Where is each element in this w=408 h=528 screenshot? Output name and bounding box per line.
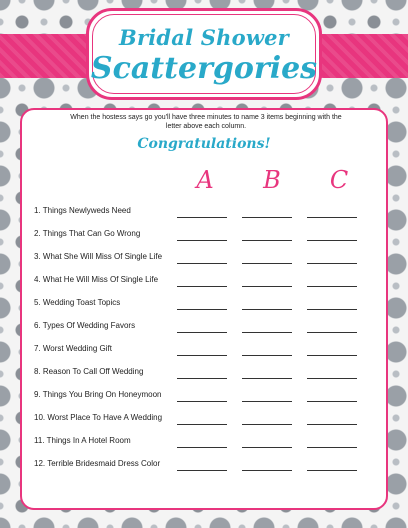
category-label: 11. Things In A Hotel Room: [34, 436, 131, 445]
category-label: 9. Things You Bring On Honeymoon: [34, 390, 162, 399]
category-row: [34, 457, 374, 473]
answer-blank-c[interactable]: [307, 447, 357, 448]
answer-blank-c[interactable]: [307, 378, 357, 379]
category-row: [34, 273, 374, 289]
category-label: 10. Worst Place To Have A Wedding: [34, 413, 163, 422]
column-letter-b: B: [263, 166, 281, 194]
answer-blank-a[interactable]: [177, 240, 227, 241]
title-line-1: Bridal Shower: [119, 25, 289, 50]
category-row: [34, 365, 374, 381]
category-row: [34, 296, 374, 312]
answer-blank-a[interactable]: [177, 286, 227, 287]
category-row: [34, 434, 374, 450]
category-label: 5. Wedding Toast Topics: [34, 298, 121, 307]
answer-blank-c[interactable]: [307, 332, 357, 333]
answer-blank-c[interactable]: [307, 470, 357, 471]
answer-blank-b[interactable]: [242, 401, 292, 402]
answer-blank-b[interactable]: [242, 240, 292, 241]
answer-blank-b[interactable]: [242, 309, 292, 310]
category-label: 4. What He Will Miss Of Single Life: [34, 275, 159, 284]
answer-blank-b[interactable]: [242, 355, 292, 356]
answer-blank-c[interactable]: [307, 401, 357, 402]
answer-blank-a[interactable]: [177, 263, 227, 264]
answer-blank-c[interactable]: [307, 217, 357, 218]
category-row: [34, 250, 374, 266]
answer-blank-c[interactable]: [307, 424, 357, 425]
answer-blank-b[interactable]: [242, 263, 292, 264]
answer-blank-c[interactable]: [307, 263, 357, 264]
category-label: 6. Types Of Wedding Favors: [34, 321, 136, 330]
answer-blank-a[interactable]: [177, 378, 227, 379]
category-label: 8. Reason To Call Off Wedding: [34, 367, 144, 376]
category-row: [34, 319, 374, 335]
column-letter-a: A: [196, 166, 214, 194]
answer-blank-b[interactable]: [242, 470, 292, 471]
answer-blank-c[interactable]: [307, 240, 357, 241]
answer-blank-a[interactable]: [177, 447, 227, 448]
answer-blank-b[interactable]: [242, 447, 292, 448]
answer-blank-c[interactable]: [307, 309, 357, 310]
answer-blank-a[interactable]: [177, 309, 227, 310]
answer-blank-b[interactable]: [242, 424, 292, 425]
game-card: [20, 108, 388, 510]
answer-blank-b[interactable]: [242, 378, 292, 379]
column-letter-c: C: [329, 166, 349, 194]
answer-blank-a[interactable]: [177, 355, 227, 356]
answer-blank-a[interactable]: [177, 470, 227, 471]
category-label: 12. Terrible Bridesmaid Dress Color: [34, 459, 161, 468]
category-label: 7. Worst Wedding Gift: [34, 344, 112, 353]
answer-blank-b[interactable]: [242, 332, 292, 333]
category-row: [34, 342, 374, 358]
category-row: [34, 388, 374, 404]
answer-blank-c[interactable]: [307, 355, 357, 356]
category-row: [34, 204, 374, 220]
answer-blank-a[interactable]: [177, 401, 227, 402]
answer-blank-c[interactable]: [307, 286, 357, 287]
instructions-text: When the hostess says go you'll have three minutes to name 3 items beginning with the letter above each column.: [70, 114, 342, 130]
answer-blank-b[interactable]: [242, 217, 292, 218]
congratulations-heading: Congratulations!: [137, 136, 271, 152]
category-row: [34, 411, 374, 427]
answer-blank-b[interactable]: [242, 286, 292, 287]
category-row: [34, 227, 374, 243]
answer-blank-a[interactable]: [177, 217, 227, 218]
category-label: 3. What She Will Miss Of Single Life: [34, 252, 163, 261]
answer-blank-a[interactable]: [177, 424, 227, 425]
title-plaque: [86, 8, 322, 100]
title-line-2: Scattergories: [90, 51, 318, 86]
answer-blank-a[interactable]: [177, 332, 227, 333]
category-label: 2. Things That Can Go Wrong: [34, 229, 141, 238]
category-label: 1. Things Newlyweds Need: [34, 206, 131, 215]
